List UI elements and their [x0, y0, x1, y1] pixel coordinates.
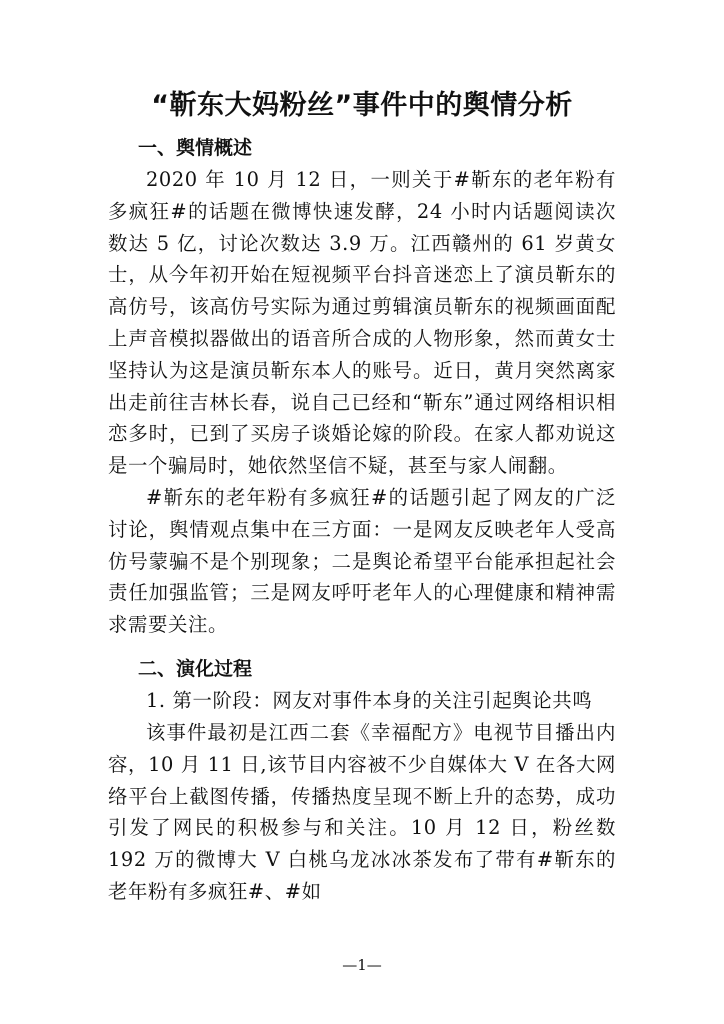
document-title: “靳东大妈粉丝”事件中的舆情分析 [151, 90, 573, 121]
subheading-stage-1: 1. 第一阶段：网友对事件本身的关注引起舆论共鸣 [146, 688, 593, 712]
document-page [108, 88, 616, 908]
page-number: —1— [342, 956, 382, 974]
paragraph-overview-2: #靳东的老年粉有多疯狂#的话题引起了网友的广泛讨论，舆情观点集中在三方面：一是网友反映老年人受高仿号蒙骗不是个别现象；二是舆论希望平台能承担起社会责任加强监管；三是网友呼吁老年人的心理健康和精神需求需要关注。 [108, 485, 616, 637]
section-heading-overview: 一、舆情概述 [138, 137, 253, 159]
section-heading-evolution: 二、演化过程 [138, 657, 253, 680]
paragraph-overview-1: 2020 年 10 月 12 日，一则关于#靳东的老年粉有多疯狂#的话题在微博快速发酵，24 小时内话题阅读次数达 5 亿，讨论次数达 3.9 万。江西赣州的 61 岁黄女士，从今年初开始在短视频平台抖音迷恋上了演员靳东的高仿号，该高仿号实际为通过剪辑演员靳东的视频画面配上声音模拟器做出的语音所合成的人物形象，然而黄女士坚持认为这是演员靳东本人的账号。近日，黄月突然离家出走前往吉林长春，说自己已经和“靳东”通过网络相识相恋多时，已到了买房子谈婚论嫁的阶段。在家人都劝说这是一个骗局时，她依然坚信不疑，甚至与家人闹翻。 [108, 168, 616, 478]
paragraph-stage-1: 该事件最初是江西二套《幸福配方》电视节目播出内容，10 月 11 日,该节目内容被不少自媒体大 V 在各大网络平台上截图传播，传播热度呈现不断上升的态势，成功引发了网民的积极参与和关注。10 月 12 日，粉丝数 192 万的微博大 V 白桃乌龙冰冰茶发布了带有#靳东的老年粉有多疯狂#、#如 [108, 720, 616, 903]
